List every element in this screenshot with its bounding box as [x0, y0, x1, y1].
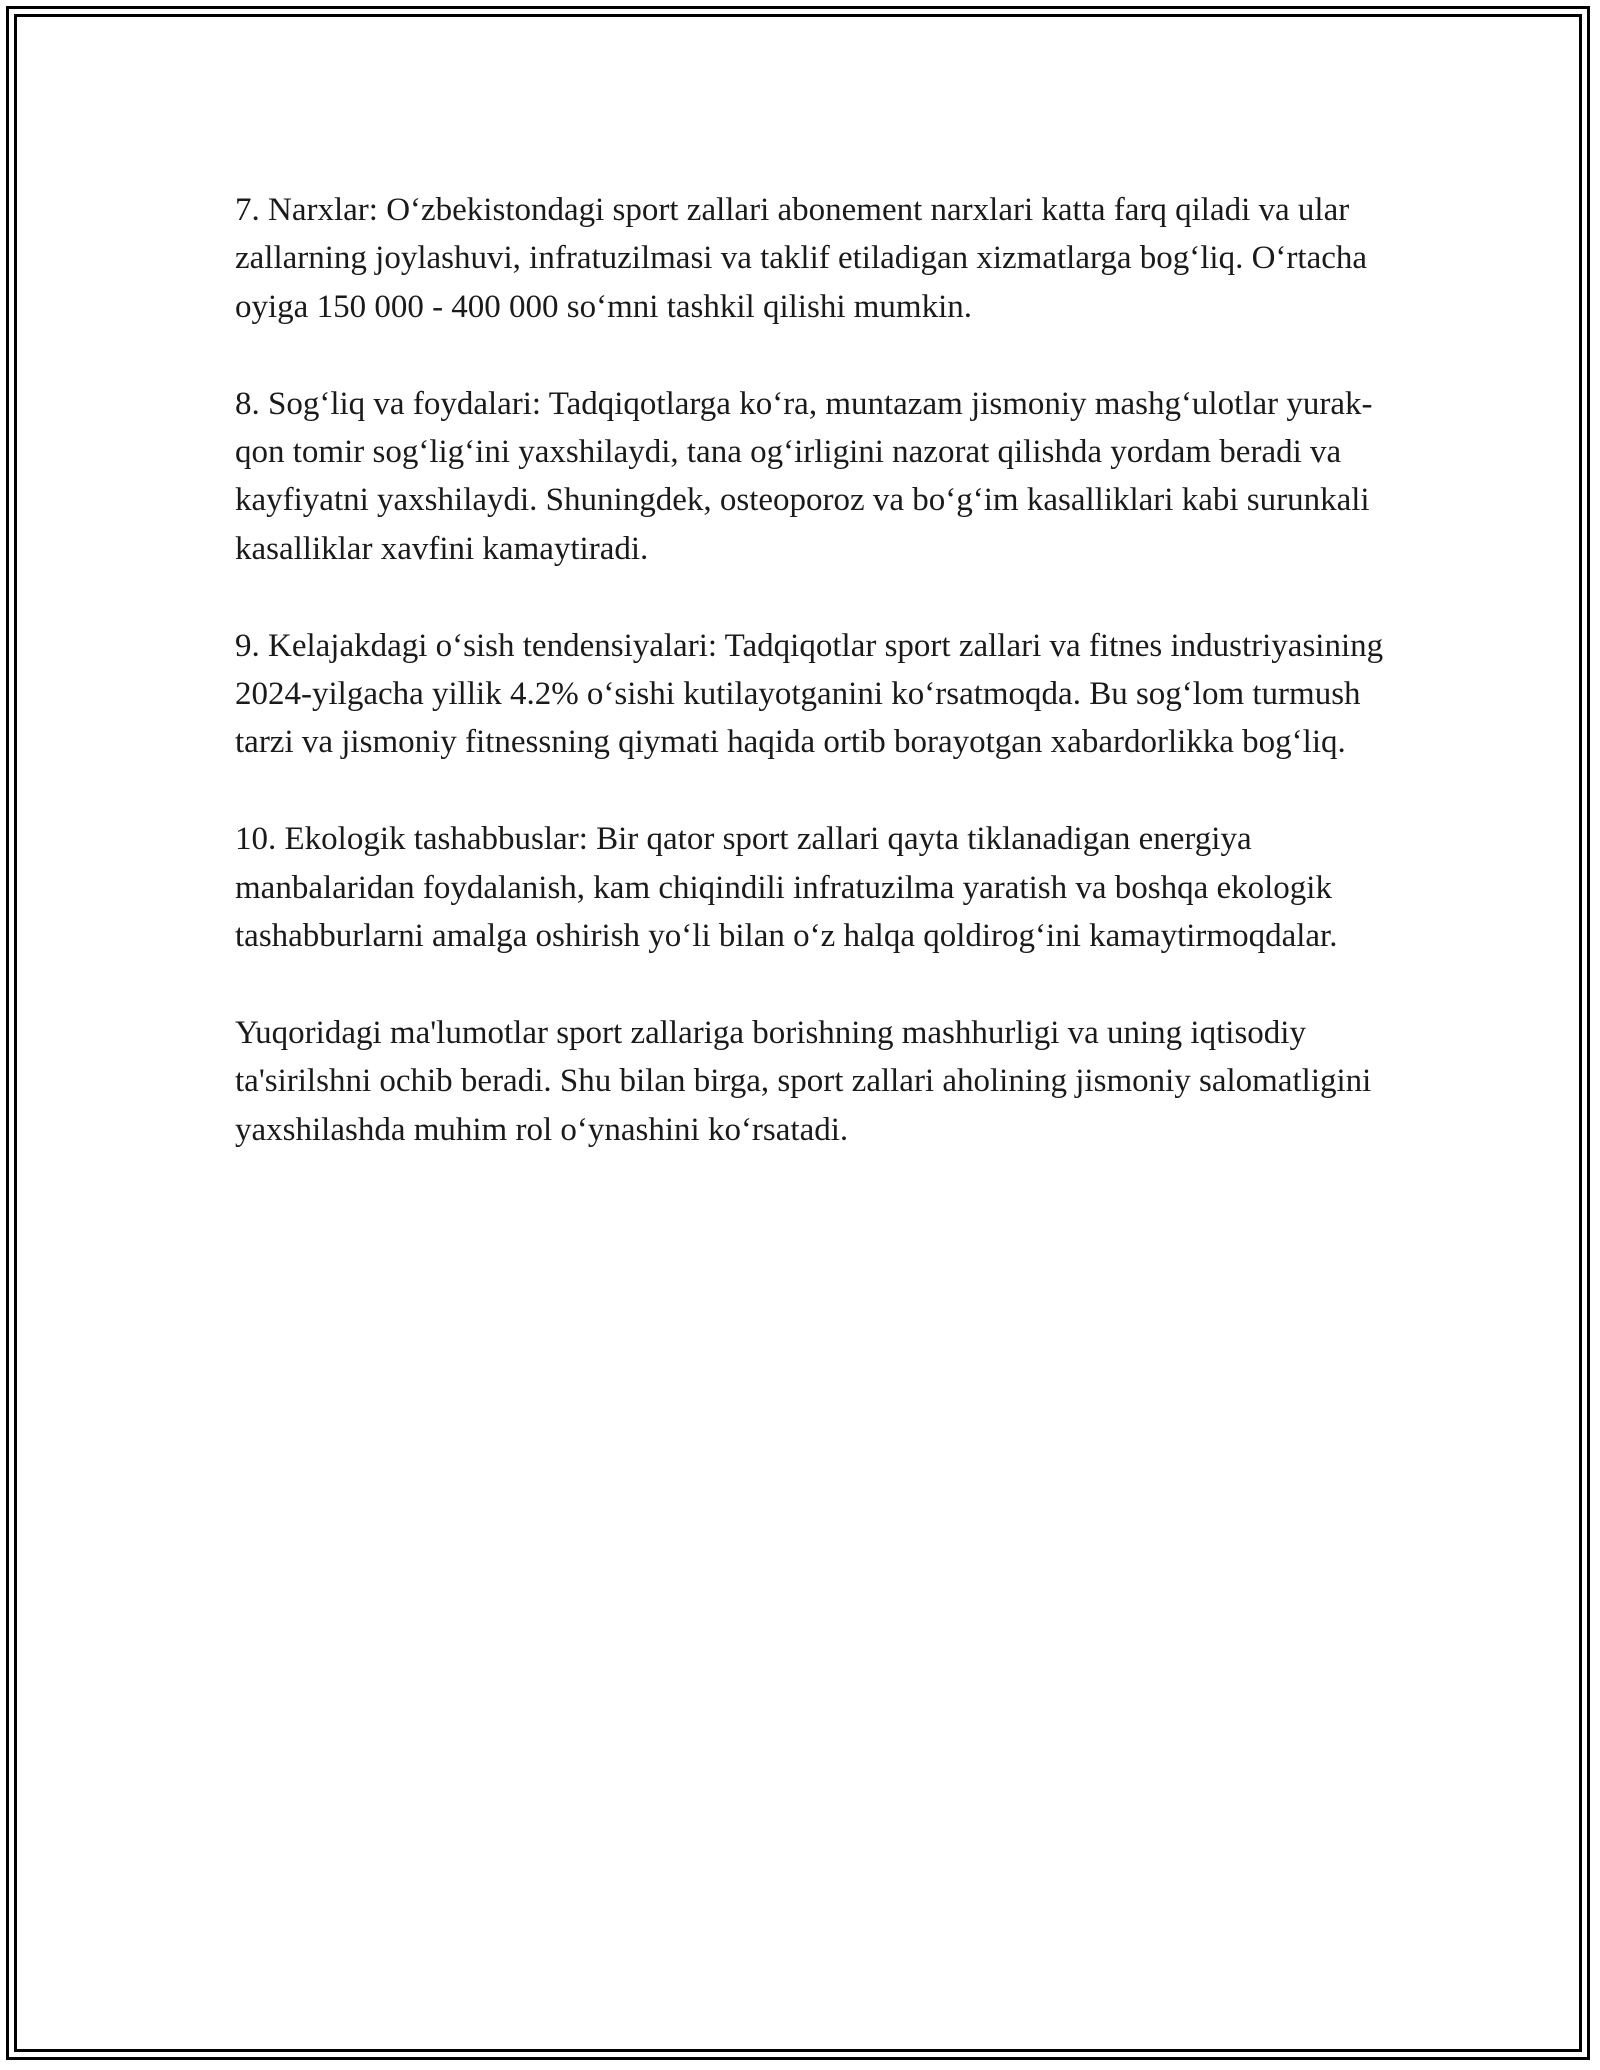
paragraph-conclusion: Yuqoridagi ma'lumotlar sport zallariga borishning mashhurligi va uning iqtisodiy ta'sirilshni ochib beradi. Shu bilan birga, sport zallari aholining jismoniy salomatligini yaxshilashda muhim rol o‘ynashini ko‘rsatadi.: [235, 1014, 1372, 1148]
paragraph-prices: 7. Narxlar: O‘zbekistondagi sport zallari abonement narxlari katta farq qiladi va ular zallarning joylashuvi, infratuzilmasi va taklif etiladigan xizmatlarga bog‘liq. O‘rtacha oyiga 150 000 - 400 000 so‘mni tashkil qilishi mumkin.: [235, 192, 1368, 325]
paragraph-eco-initiatives: 10. Ekologik tashabbuslar: Bir qator sport zallari qayta tiklanadigan energiya manbalaridan foydalanish, kam chiqindili infratuzilma yaratish va boshqa ekologik tashabburlarni amalga oshirish yo‘li bilan o‘z halqa qoldirog‘ini kamaytirmoqdalar.: [235, 821, 1338, 955]
document-body: [235, 186, 1385, 1202]
paragraph-health-benefits: 8. Sog‘liq va foydalari: Tadqiqotlarga ko‘ra, muntazam jismoniy mashg‘ulotlar yurak-qon tomir sog‘lig‘ini yaxshilaydi, tana og‘irligini nazorat qilishda yordam beradi va kayfiyatni yaxshilaydi. Shuningdek, osteoporoz va bo‘g‘im kasalliklari kabi surunkali kasalliklar xavfini kamaytiradi.: [235, 385, 1373, 567]
paragraph-growth-trends: 9. Kelajakdagi o‘sish tendensiyalari: Tadqiqotlar sport zallari va fitnes industriyasining 2024-yilgacha yillik 4.2% o‘sishi kutilayotganini ko‘rsatmoqda. Bu sog‘lom turmush tarzi va jismoniy fitnessning qiymati haqida ortib borayotgan xabardorlikka bog‘liq.: [235, 627, 1384, 761]
